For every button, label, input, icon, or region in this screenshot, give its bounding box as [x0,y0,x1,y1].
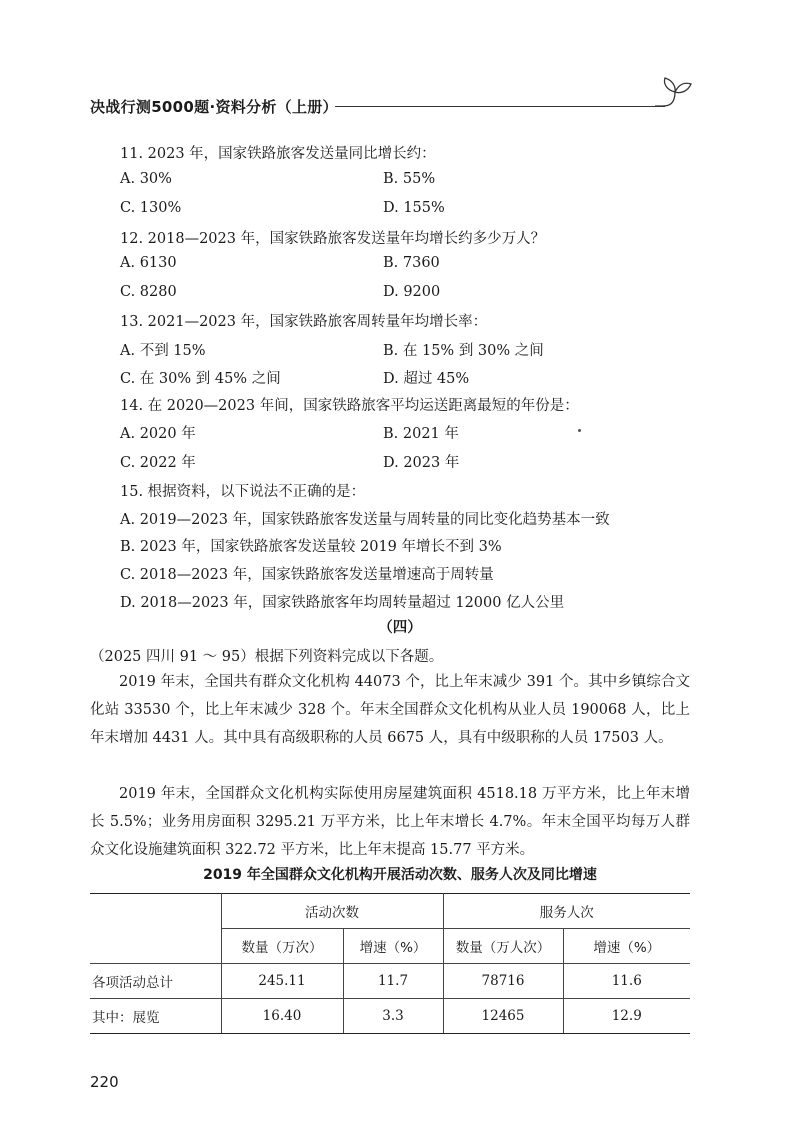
q11-option-b: B. 55% [383,171,436,187]
table-cell: 12465 [443,999,563,1034]
group-header-activities: 活动次数 [221,894,443,929]
row-label: 各项活动总计 [90,964,221,999]
q12-option-b: B. 7360 [383,255,440,271]
question-13-stem: 13. 2021—2023 年，国家铁路旅客周转量年均增长率： [120,314,488,330]
q13-option-c: C. 在 30% 到 45% 之间 [120,371,281,387]
paragraph-2: 2019 年末，全国群众文化机构实际使用房屋建筑面积 4518.18 万平方米，比上年末增长 5.5%；业务用房面积 3295.21 万平方米，比上年末增长 4.7%。年末全国平均每万人群众文化设施建筑面积 322.72 平方米，比上年末提高 15.77 平方米。 [90,786,690,858]
paragraph-1: 2019 年末，全国共有群众文化机构 44073 个，比上年末减少 391 个。其中乡镇综合文化站 33530 个，比上年末减少 328 个。年末全国群众文化机构从业人员 190068 人，比上年末增加 4431 人。其中具有高级职称的人员 6675 人，具有中级职称的人员 17503 人。 [90,674,690,746]
q12-option-c: C. 8280 [120,284,177,300]
header-rule [335,106,665,107]
group-header-service: 服务人次 [443,894,690,929]
q11-option-d: D. 155% [383,200,445,216]
section-title: （四） [378,619,422,636]
sprout-icon [655,74,695,110]
table-cell: 12.9 [563,999,690,1034]
subheader-growth-2: 增速（%） [563,929,690,964]
question-11-stem: 11. 2023 年，国家铁路旅客发送量同比增长约： [120,146,436,162]
q14-option-b: B. 2021 年 [383,426,459,442]
subheader-count-10k: 数量（万次） [221,929,343,964]
q15-option-c: C. 2018—2023 年，国家铁路旅客发送量增速高于周转量 [120,567,494,583]
stray-mark [578,429,581,432]
question-15-stem: 15. 根据资料，以下说法不正确的是： [120,484,366,500]
data-table [90,893,690,1034]
question-12-stem: 12. 2018—2023 年，国家铁路旅客发送量年均增长约多少万人？ [120,231,546,247]
table-header-row [90,894,690,929]
table-cell: 245.11 [221,964,343,999]
question-14-stem: 14. 在 2020—2023 年间，国家铁路旅客平均运送距离最短的年份是： [120,398,579,414]
table-row [90,999,690,1034]
page-number: 220 [90,1073,119,1091]
subheader-growth: 增速（%） [343,929,443,964]
table-title: 2019 年全国群众文化机构开展活动次数、服务人次及同比增速 [203,867,597,883]
q12-option-a: A. 6130 [120,255,177,271]
q15-option-d: D. 2018—2023 年，国家铁路旅客年均周转量超过 12000 亿人公里 [120,595,565,611]
table-cell: 78716 [443,964,563,999]
corner-cell [90,894,221,964]
q13-option-d: D. 超过 45% [383,371,470,387]
table-cell: 3.3 [343,999,443,1034]
subheader-count-10k-people: 数量（万人次） [443,929,563,964]
q14-option-d: D. 2023 年 [383,455,460,471]
running-header-title: 决战行测5000题·资料分析（上册） [90,98,338,116]
q11-option-a: A. 30% [120,171,172,187]
q11-option-c: C. 130% [120,200,182,216]
table-row [90,964,690,999]
table-cell: 11.7 [343,964,443,999]
q15-option-b: B. 2023 年，国家铁路旅客发送量较 2019 年增长不到 3% [120,539,502,555]
q15-option-a: A. 2019—2023 年，国家铁路旅客发送量与周转量的同比变化趋势基本一致 [120,512,610,528]
q14-option-c: C. 2022 年 [120,455,196,471]
q12-option-d: D. 9200 [383,284,441,300]
q13-option-a: A. 不到 15% [120,343,206,359]
section-intro: （2025 四川 91 ～ 95）根据下列资料完成以下各题。 [90,649,444,665]
table-cell: 16.40 [221,999,343,1034]
q14-option-a: A. 2020 年 [120,426,196,442]
q13-option-b: B. 在 15% 到 30% 之间 [383,343,544,359]
table-cell: 11.6 [563,964,690,999]
row-label: 其中：展览 [90,999,221,1034]
